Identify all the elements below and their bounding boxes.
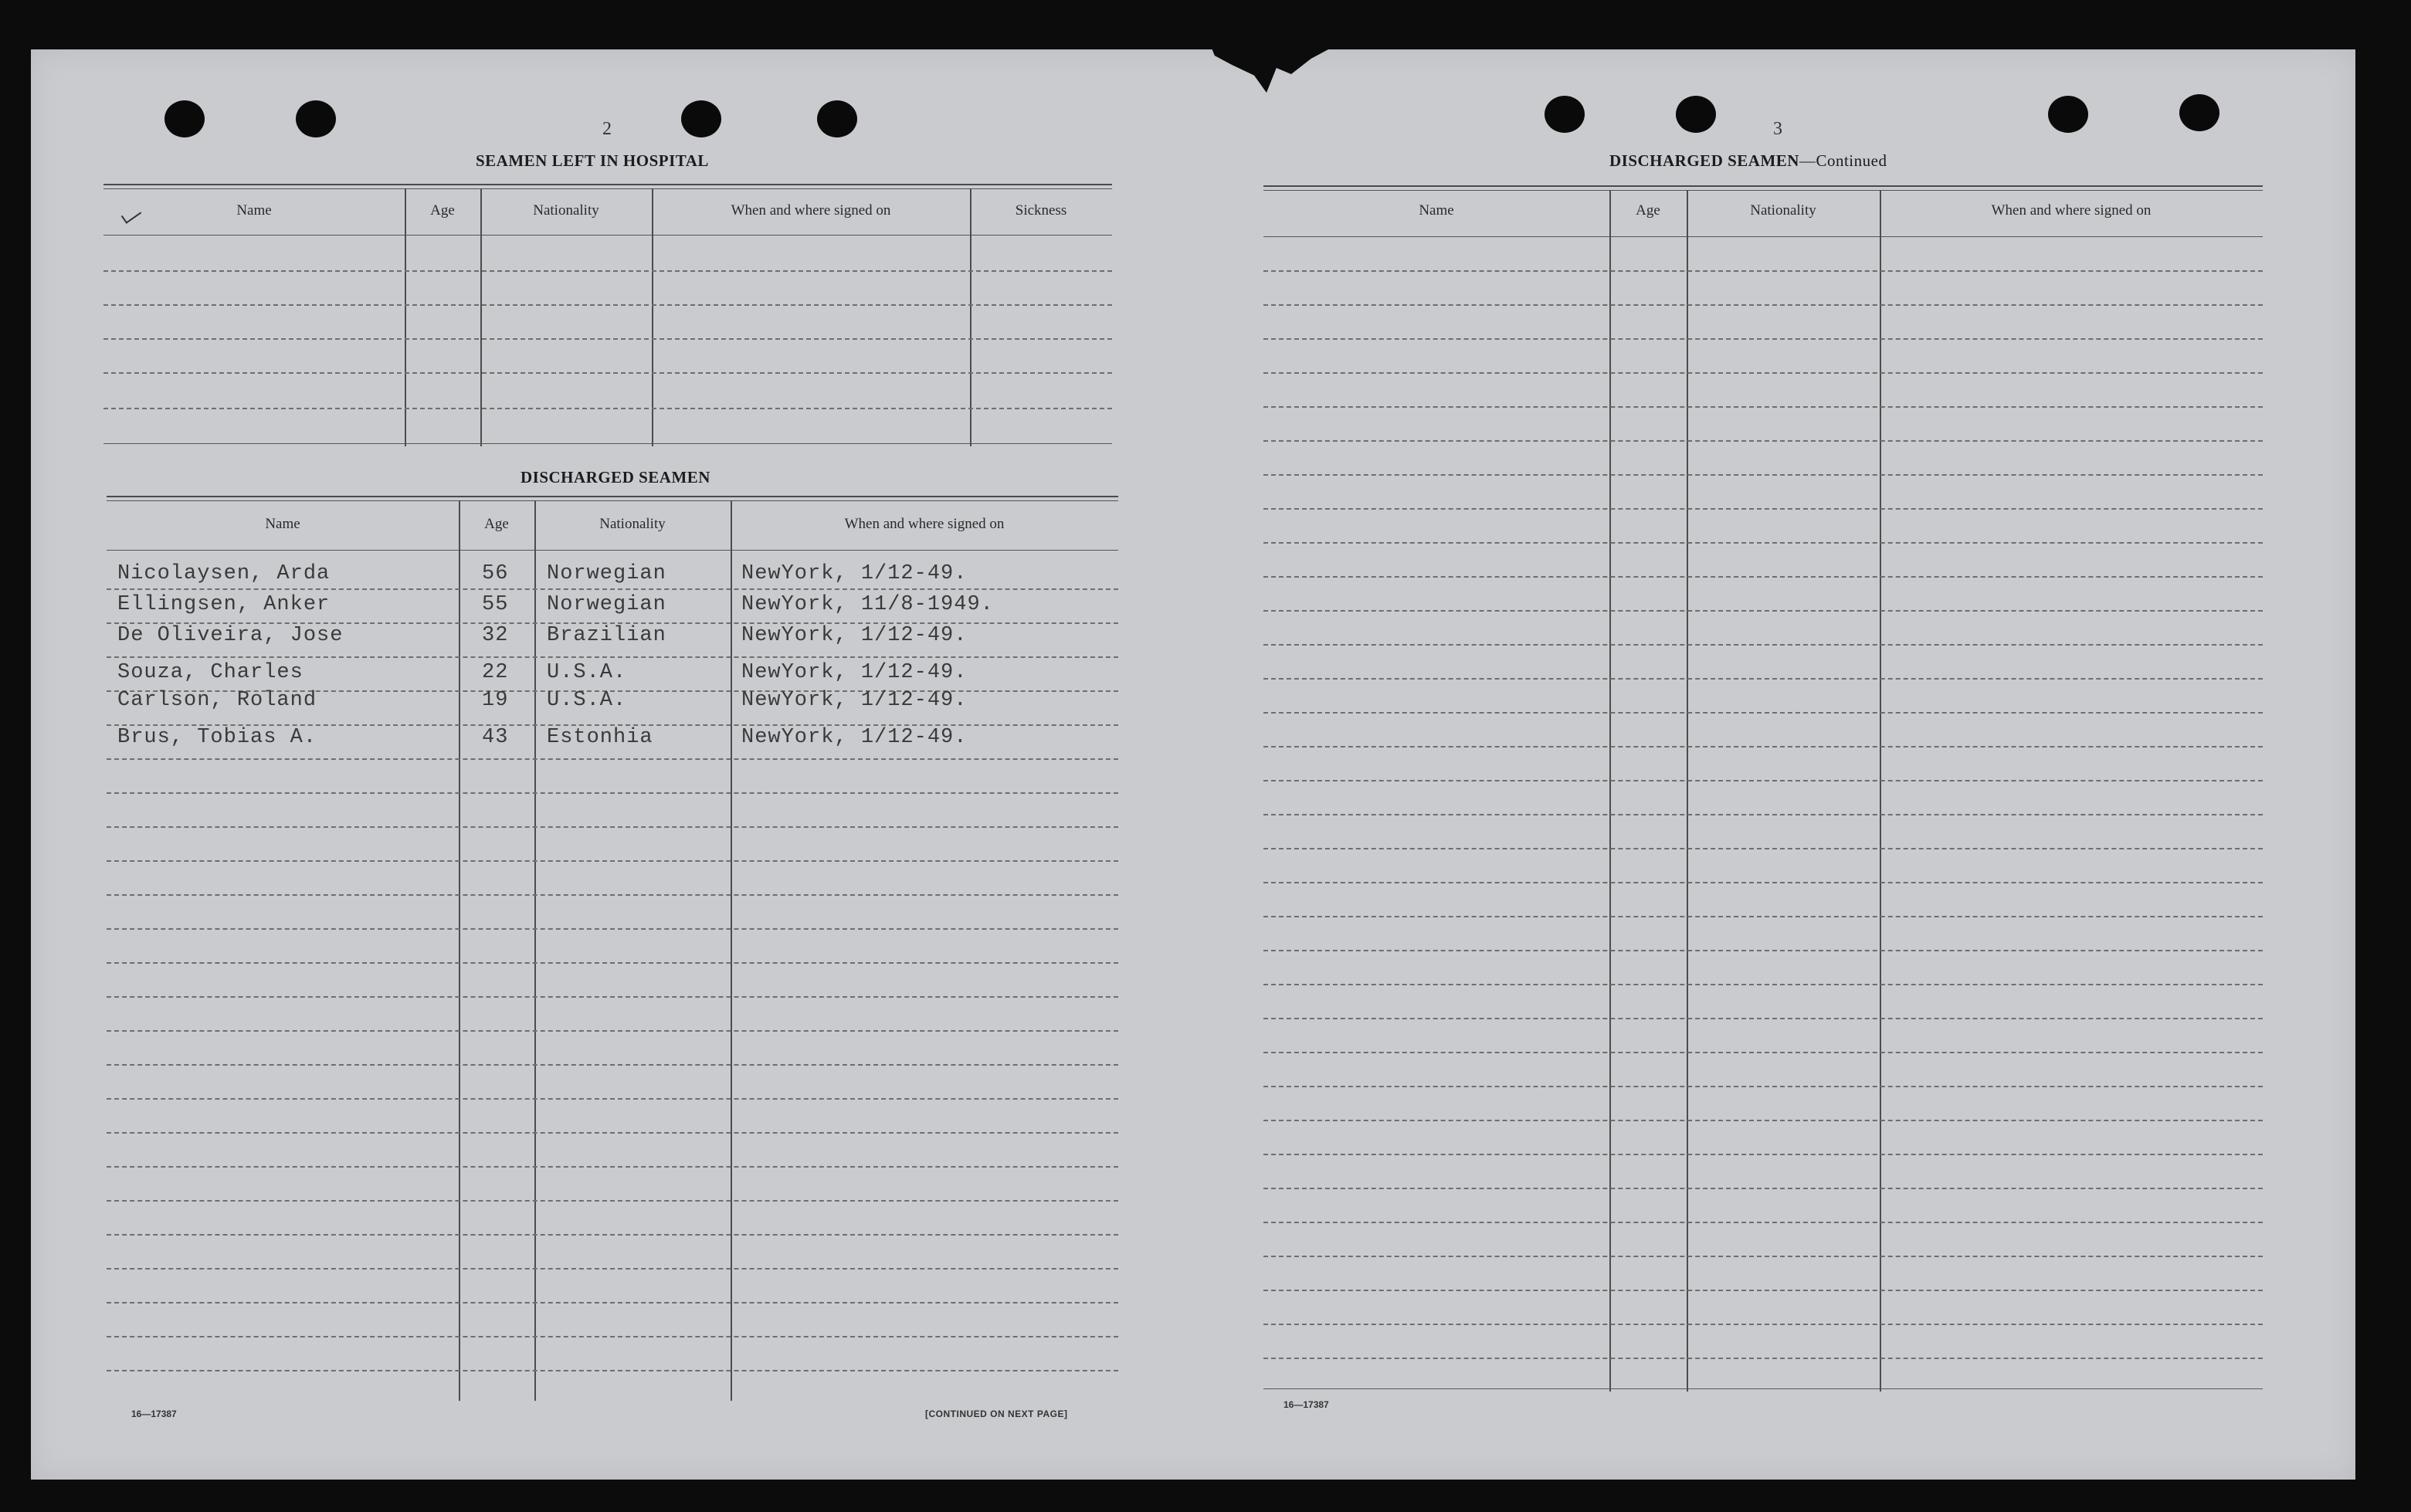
seaman-signed-on: NewYork, 1/12-49.	[741, 624, 968, 647]
discharged-col-age: Age	[484, 516, 509, 532]
seaman-age: 43	[482, 726, 509, 749]
hospital-col-name: Name	[236, 202, 272, 219]
ruled-line	[107, 1132, 1118, 1134]
ruled-line	[1263, 440, 2263, 442]
table-row	[107, 562, 1118, 593]
form-number-right: 16—17387	[1283, 1399, 1329, 1410]
page-number-left: 2	[602, 119, 612, 139]
hospital-col-signed-on: When and where signed on	[731, 202, 891, 219]
ruled-line	[107, 996, 1118, 998]
seaman-nationality: Estonhia	[547, 726, 653, 749]
continued-col-nationality: Nationality	[1750, 202, 1816, 219]
seaman-signed-on: NewYork, 1/12-49.	[741, 661, 968, 684]
ruled-line	[1263, 712, 2263, 714]
discharged-continued-title	[1609, 151, 1887, 171]
ruled-line	[107, 1200, 1118, 1202]
ruled-line	[107, 1268, 1118, 1270]
ruled-line	[1263, 304, 2263, 306]
ruled-line	[107, 1302, 1118, 1304]
punch-hole	[1676, 96, 1716, 133]
ruled-line	[1263, 746, 2263, 748]
ruled-line	[1263, 338, 2263, 340]
hospital-col-nationality: Nationality	[533, 202, 599, 219]
ruled-line	[1263, 882, 2263, 883]
ruled-line	[107, 962, 1118, 964]
ruled-line	[107, 1098, 1118, 1100]
ruled-line	[1263, 678, 2263, 680]
seaman-name: Ellingsen, Anker	[117, 593, 331, 616]
ruled-line	[1263, 1052, 2263, 1053]
ruled-line	[1263, 1120, 2263, 1121]
ruled-line	[1263, 1290, 2263, 1291]
seaman-nationality: U.S.A.	[547, 689, 627, 712]
ruled-line	[107, 656, 1118, 658]
ruled-line	[1263, 1324, 2263, 1325]
title-main: DISCHARGED SEAMEN	[1609, 151, 1799, 170]
continued-col-signed-on: When and where signed on	[1991, 202, 2152, 219]
ruled-line	[107, 1234, 1118, 1236]
seaman-nationality: Brazilian	[547, 624, 666, 647]
ruled-line	[107, 1064, 1118, 1066]
ruled-line	[1263, 1018, 2263, 1019]
form-number-left: 16—17387	[131, 1409, 177, 1419]
hospital-table	[103, 184, 1112, 446]
ruled-line	[1263, 576, 2263, 578]
ruled-line	[107, 894, 1118, 896]
seaman-age: 56	[482, 562, 509, 585]
ruled-line	[107, 792, 1118, 794]
seaman-signed-on: NewYork, 11/8-1949.	[741, 593, 994, 616]
seaman-signed-on: NewYork, 1/12-49.	[741, 726, 968, 749]
ruled-line	[1263, 508, 2263, 510]
ruled-line	[1263, 1222, 2263, 1223]
ruled-line	[1263, 814, 2263, 815]
ruled-line	[1263, 1086, 2263, 1087]
seaman-age: 22	[482, 661, 509, 684]
seaman-nationality: U.S.A.	[547, 661, 627, 684]
ruled-line	[107, 1336, 1118, 1337]
seaman-age: 55	[482, 593, 509, 616]
ruled-line	[107, 860, 1118, 862]
ruled-line	[107, 826, 1118, 828]
ruled-line	[1263, 610, 2263, 612]
discharged-col-signed-on: When and where signed on	[844, 516, 1005, 532]
ruled-line	[1263, 1154, 2263, 1155]
punch-hole	[2048, 96, 2088, 133]
ruled-line	[107, 1030, 1118, 1032]
seaman-name: Nicolaysen, Arda	[117, 562, 331, 585]
title-suffix: —Continued	[1799, 151, 1887, 170]
ruled-line	[1263, 1256, 2263, 1257]
seaman-nationality: Norwegian	[547, 593, 666, 616]
ruled-line	[107, 1166, 1118, 1168]
discharged-col-nationality: Nationality	[599, 516, 666, 532]
table-row	[107, 689, 1118, 720]
table-row	[107, 661, 1118, 692]
punch-hole	[817, 100, 857, 137]
punch-hole	[1545, 96, 1585, 133]
punch-hole	[681, 100, 721, 137]
ruled-line	[1263, 474, 2263, 476]
hospital-col-age: Age	[430, 202, 455, 219]
seaman-name: Souza, Charles	[117, 661, 303, 684]
continued-note: [CONTINUED ON NEXT PAGE]	[925, 1409, 1068, 1419]
hospital-col-sickness: Sickness	[1015, 202, 1067, 219]
ruled-line	[107, 758, 1118, 760]
ruled-line	[107, 928, 1118, 930]
page-number-right: 3	[1773, 119, 1782, 139]
hospital-section-title: SEAMEN LEFT IN HOSPITAL	[476, 151, 709, 170]
ruled-line	[1263, 542, 2263, 544]
seaman-name: Carlson, Roland	[117, 689, 317, 712]
punch-hole	[164, 100, 205, 137]
discharged-continued-table	[1263, 185, 2263, 1392]
ruled-line	[1263, 372, 2263, 374]
seaman-signed-on: NewYork, 1/12-49.	[741, 562, 968, 585]
table-row	[107, 624, 1118, 655]
ruled-line	[1263, 406, 2263, 408]
ruled-line	[1263, 780, 2263, 781]
ruled-line	[1263, 950, 2263, 951]
discharged-table	[107, 496, 1118, 1401]
table-row	[107, 593, 1118, 624]
punch-hole	[296, 100, 336, 137]
discharged-section-title: DISCHARGED SEAMEN	[521, 468, 710, 486]
seaman-name: De Oliveira, Jose	[117, 624, 344, 647]
continued-col-age: Age	[1636, 202, 1660, 219]
punch-hole	[2179, 94, 2219, 131]
ruled-line	[107, 1370, 1118, 1371]
ruled-line	[1263, 270, 2263, 272]
ruled-line	[1263, 848, 2263, 849]
seaman-nationality: Norwegian	[547, 562, 666, 585]
continued-col-name: Name	[1419, 202, 1454, 219]
seaman-age: 19	[482, 689, 509, 712]
ruled-line	[1263, 916, 2263, 917]
ruled-line	[1263, 644, 2263, 646]
seaman-age: 32	[482, 624, 509, 647]
seaman-signed-on: NewYork, 1/12-49.	[741, 689, 968, 712]
discharged-col-name: Name	[265, 516, 300, 532]
table-row	[107, 726, 1118, 757]
ruled-line	[1263, 984, 2263, 985]
seaman-name: Brus, Tobias A.	[117, 726, 317, 749]
ruled-line	[1263, 1358, 2263, 1359]
ruled-line	[1263, 1188, 2263, 1189]
